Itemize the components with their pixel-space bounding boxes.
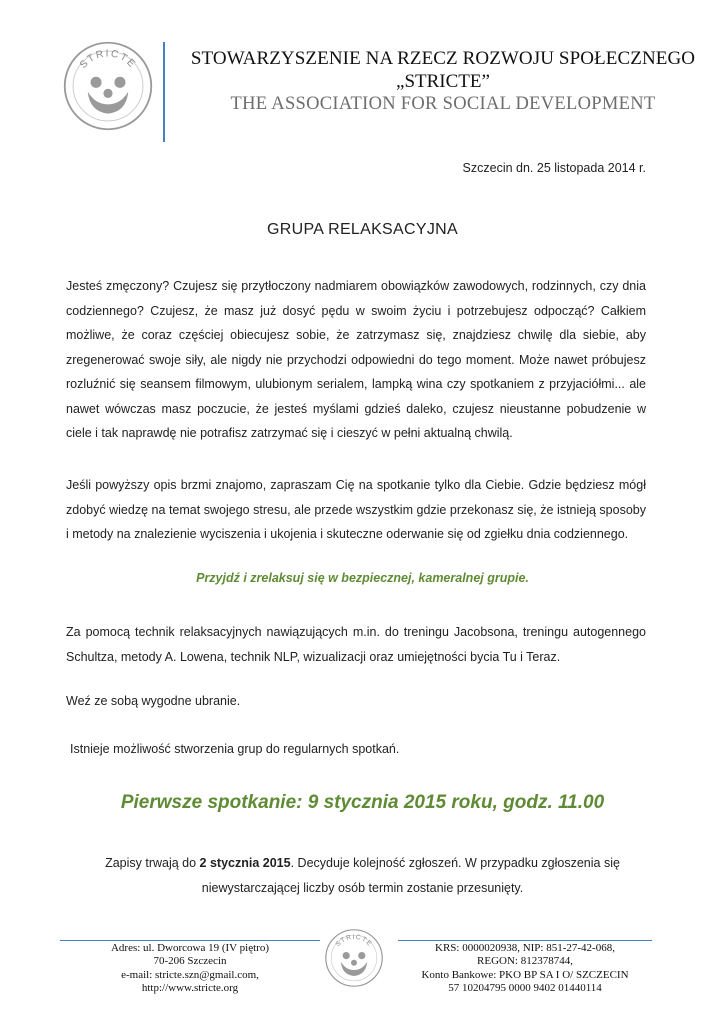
stricte-logo: [62, 40, 154, 132]
paragraph-regular-groups: Istnieje możliwość stworzenia grup do regularnych spotkań.: [70, 742, 400, 756]
footer-rule-left: [60, 940, 320, 941]
document-title: GRUPA RELAKSACYJNA: [267, 221, 458, 238]
header-divider: [163, 42, 165, 142]
footer-address: [60, 942, 320, 996]
footer-logo: [324, 928, 384, 988]
org-name-line2: „STRICTE”: [396, 71, 490, 92]
registration-info: [0, 851, 725, 901]
registration-deadline: 2 stycznia 2015: [199, 856, 291, 870]
paragraph-techniques: Za pomocą technik relaksacyjnych nawiązujących m.in. do treningu Jacobsona, treningu autogennego Schultza, metody A. Lowena, technik NLP, wizualizacji oraz umiejętności bycia Tu i Teraz.: [66, 625, 646, 664]
org-name-line1: STOWARZYSZENIE NA RZECZ ROZWOJU SPOŁECZNEGO: [190, 48, 696, 69]
footer-regon: REGON: 812378744,: [477, 955, 573, 968]
org-name-english: THE ASSOCIATION FOR SOCIAL DEVELOPMENT: [230, 94, 656, 114]
footer-krs-nip: KRS: 0000020938, NIP: 851-27-42-068,: [435, 942, 615, 954]
paragraph-clothing: Weź ze sobą wygodne ubranie.: [66, 694, 241, 708]
paragraph-invitation: Jeśli powyższy opis brzmi znajomo, zapraszam Cię na spotkanie tylko dla Ciebie. Gdzie będziesz mógł zdobyć wiedzę na temat swojego stresu, ale przede wszystkim gdzie przekonasz się, że istnieją sposoby i metody na znalezienie wyciszenia i ukojenia i skuteczne oderwanie się od zgiełku dnia codziennego.: [66, 478, 646, 541]
footer-bank-name: Konto Bankowe: PKO BP SA I O/ SZCZECIN: [421, 968, 629, 981]
logo-text: STRICTE: [77, 48, 139, 71]
registration-suffix: . Decyduje kolejność zgłoszeń. W przypadku zgłoszenia się: [290, 856, 620, 870]
registration-line2: niewystarczającej liczby osób termin zostanie przesunięty.: [201, 881, 524, 895]
first-meeting-heading: Pierwsze spotkanie: 9 stycznia 2015 roku, godz. 11.00: [120, 792, 605, 813]
svg-text:STRICTE: [78, 49, 138, 71]
footer-account-number: 57 10204795 0000 9402 01440114: [448, 982, 602, 995]
footer-logo-text: STRICTE: [334, 933, 374, 949]
paragraph-intro: Jesteś zmęczony? Czujesz się przytłoczony nadmiarem obowiązków zawodowych, rodzinnych, czy dnia codziennego? Czujesz, że masz już dosyć pędu w swoim życiu i potrzebujesz odpocząć? Całkiem możliwe, że coraz częściej obiecujesz sobie, że zatrzymasz się, znajdziesz chwilę dla siebie, aby zregenerować swoje siły, ale nigdy nie przychodzi odpowiedni do tego moment. Może nawet próbujesz rozluźnić się seansem filmowym, ulubionym serialem, lampką wina czy spotkaniem z przyjaciółmi... ale nawet wówczas masz poczucie, że jesteś myślami gdzieś daleko, czujesz nieustanne pobudzenie w ciele i tak naprawdę nie potrafisz zatrzymać się i cieszyć w pełni aktualną chwilą.: [66, 279, 646, 440]
footer-rule-right: [398, 940, 652, 941]
document-date: Szczecin dn. 25 listopada 2014 r.: [462, 161, 646, 175]
footer-email: e-mail: stricte.szn@gmail.com,: [121, 968, 259, 981]
footer-address-line: 70-206 Szczecin: [153, 955, 227, 968]
footer-registry-bank: [398, 942, 652, 996]
invite-slogan: Przyjdź i zrelaksuj się w bezpiecznej, kameralnej grupie.: [196, 571, 529, 585]
footer-address-line: Adres: ul. Dworcowa 19 (IV piętro): [110, 942, 270, 954]
footer-website: http://www.stricte.org: [141, 982, 239, 995]
registration-prefix: Zapisy trwają do: [105, 856, 200, 870]
